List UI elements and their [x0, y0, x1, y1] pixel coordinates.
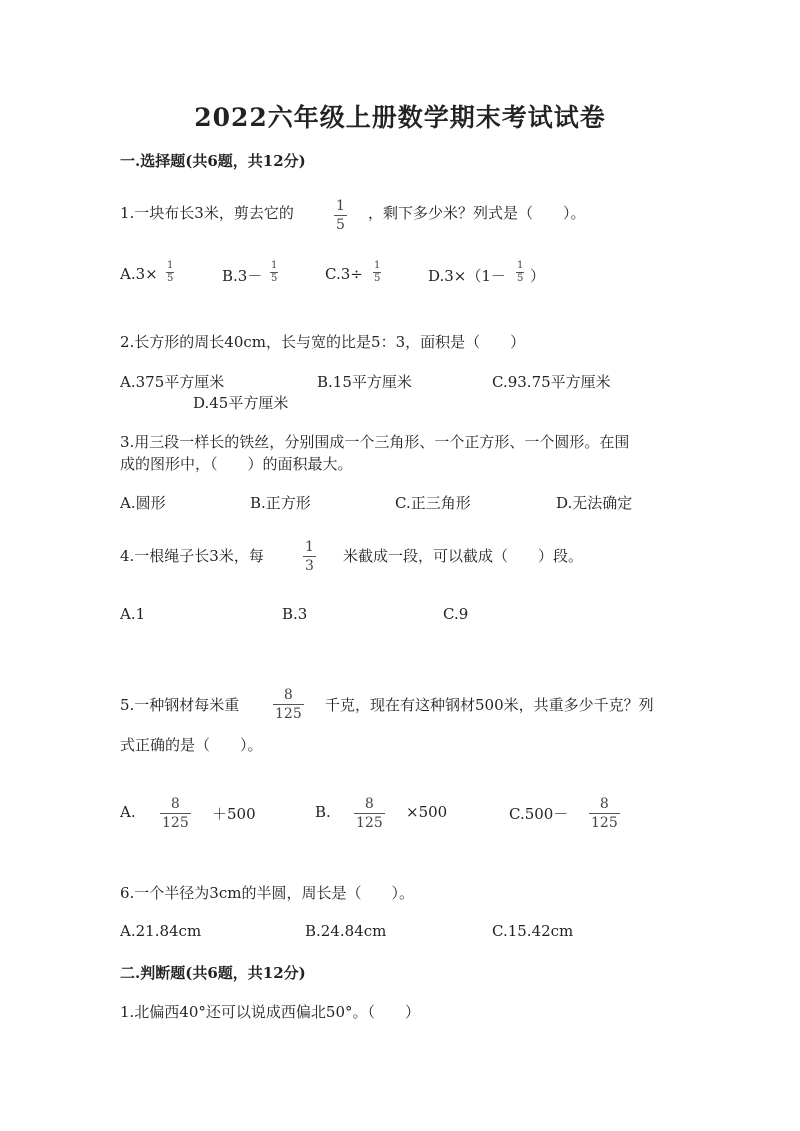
- fraction-denominator: 5: [336, 217, 345, 233]
- page-title: 2022六年级上册数学期末考试试卷: [194, 103, 606, 132]
- q5-option-b-post: ×500: [406, 803, 448, 821]
- fraction-numerator: 1: [517, 260, 524, 271]
- fraction-numerator: 1: [167, 260, 174, 271]
- q3-option-d: D.无法确定: [556, 494, 633, 512]
- q5-stem-pre: 5.一种钢材每米重: [120, 696, 240, 714]
- q5-option-c-fraction: [589, 797, 620, 830]
- q3-option-c: C.正三角形: [395, 494, 471, 512]
- fraction-denominator: 5: [374, 273, 381, 284]
- q5-option-c-pre: C.500－: [509, 805, 569, 823]
- fraction-numerator: 8: [599, 796, 609, 812]
- fraction-denominator: 5: [517, 273, 524, 284]
- q4-stem-pre: 4.一根绳子长3米，每: [120, 547, 264, 565]
- fraction-denominator: 5: [271, 273, 278, 284]
- q1-option-d-post: ）: [530, 267, 546, 285]
- q1-option-d-fraction: [516, 261, 524, 284]
- q4-stem-post: 米截成一段，可以截成（ ）段。: [343, 547, 584, 565]
- fraction-numerator: 1: [271, 260, 278, 271]
- q5-option-a-label: A.: [120, 803, 136, 821]
- fraction-denominator: 125: [591, 815, 618, 831]
- q2-option-b: B.15平方厘米: [317, 373, 412, 391]
- section-heading-choice: 一.选择题(共6题，共12分): [120, 152, 306, 170]
- q5-option-a-post: ＋500: [212, 805, 256, 823]
- q6-option-c: C.15.42cm: [492, 922, 574, 940]
- q1-option-a-pre: A.3×: [120, 265, 158, 283]
- q5-stem-post: 千克，现在有这种钢材500米，共重多少千克？列: [325, 696, 654, 714]
- fraction-numerator: 1: [305, 539, 314, 555]
- fraction-numerator: 8: [170, 796, 180, 812]
- q1-stem-fraction: [334, 199, 347, 232]
- q6-option-a: A.21.84cm: [120, 922, 202, 940]
- q1-option-c-pre: C.3÷: [325, 265, 363, 283]
- q1-option-c-fraction: [373, 261, 381, 284]
- fraction-numerator: 8: [283, 687, 293, 703]
- q3-option-a: A.圆形: [120, 494, 166, 512]
- q5-option-b-fraction: [354, 797, 385, 830]
- q5-stem-fraction: [273, 688, 304, 721]
- q6-option-b: B.24.84cm: [305, 922, 387, 940]
- j1-stem: 1.北偏西40°还可以说成西偏北50°。（ ）: [120, 1003, 420, 1021]
- fraction-numerator: 1: [336, 198, 345, 214]
- fraction-numerator: 1: [374, 260, 381, 271]
- section-heading-judgment: 二.判断题(共6题，共12分): [120, 964, 306, 982]
- fraction-denominator: 3: [305, 558, 314, 574]
- q3-stem-line2: 成的图形中，（ ）的面积最大。: [120, 455, 353, 473]
- q3-option-b: B.正方形: [250, 494, 311, 512]
- fraction-denominator: 125: [356, 815, 383, 831]
- q1-stem-pre: 1.一块布长3米，剪去它的: [120, 204, 294, 222]
- q4-option-a: A.1: [120, 605, 146, 623]
- q1-option-b-fraction: [270, 261, 278, 284]
- q2-stem: 2.长方形的周长40cm，长与宽的比是5：3，面积是（ ）: [120, 333, 526, 351]
- q5-option-b-label: B.: [315, 803, 331, 821]
- q1-stem-post: ，剩下多少米？列式是（ ）。: [368, 204, 586, 222]
- q2-option-d: D.45平方厘米: [193, 394, 289, 412]
- fraction-numerator: 8: [364, 796, 374, 812]
- q5-option-a-fraction: [160, 797, 191, 830]
- q4-stem-fraction: [303, 540, 316, 573]
- q3-stem-line1: 3.用三段一样长的铁丝，分别围成一个三角形、一个正方形、一个圆形。在围: [120, 433, 630, 451]
- fraction-denominator: 125: [162, 815, 189, 831]
- q4-option-b: B.3: [282, 605, 308, 623]
- q2-option-a: A.375平方厘米: [120, 373, 225, 391]
- q5-stem-line2: 式正确的是（ ）。: [120, 736, 263, 754]
- fraction-denominator: 5: [167, 273, 174, 284]
- q2-option-c: C.93.75平方厘米: [492, 373, 611, 391]
- fraction-denominator: 125: [275, 706, 302, 722]
- q1-option-b-pre: B.3－: [222, 267, 263, 285]
- q1-option-a-fraction: [166, 261, 174, 284]
- q1-option-d-pre: D.3×（1－: [428, 267, 506, 285]
- q4-option-c: C.9: [443, 605, 469, 623]
- q6-stem: 6.一个半径为3cm的半圆，周长是（ ）。: [120, 884, 414, 902]
